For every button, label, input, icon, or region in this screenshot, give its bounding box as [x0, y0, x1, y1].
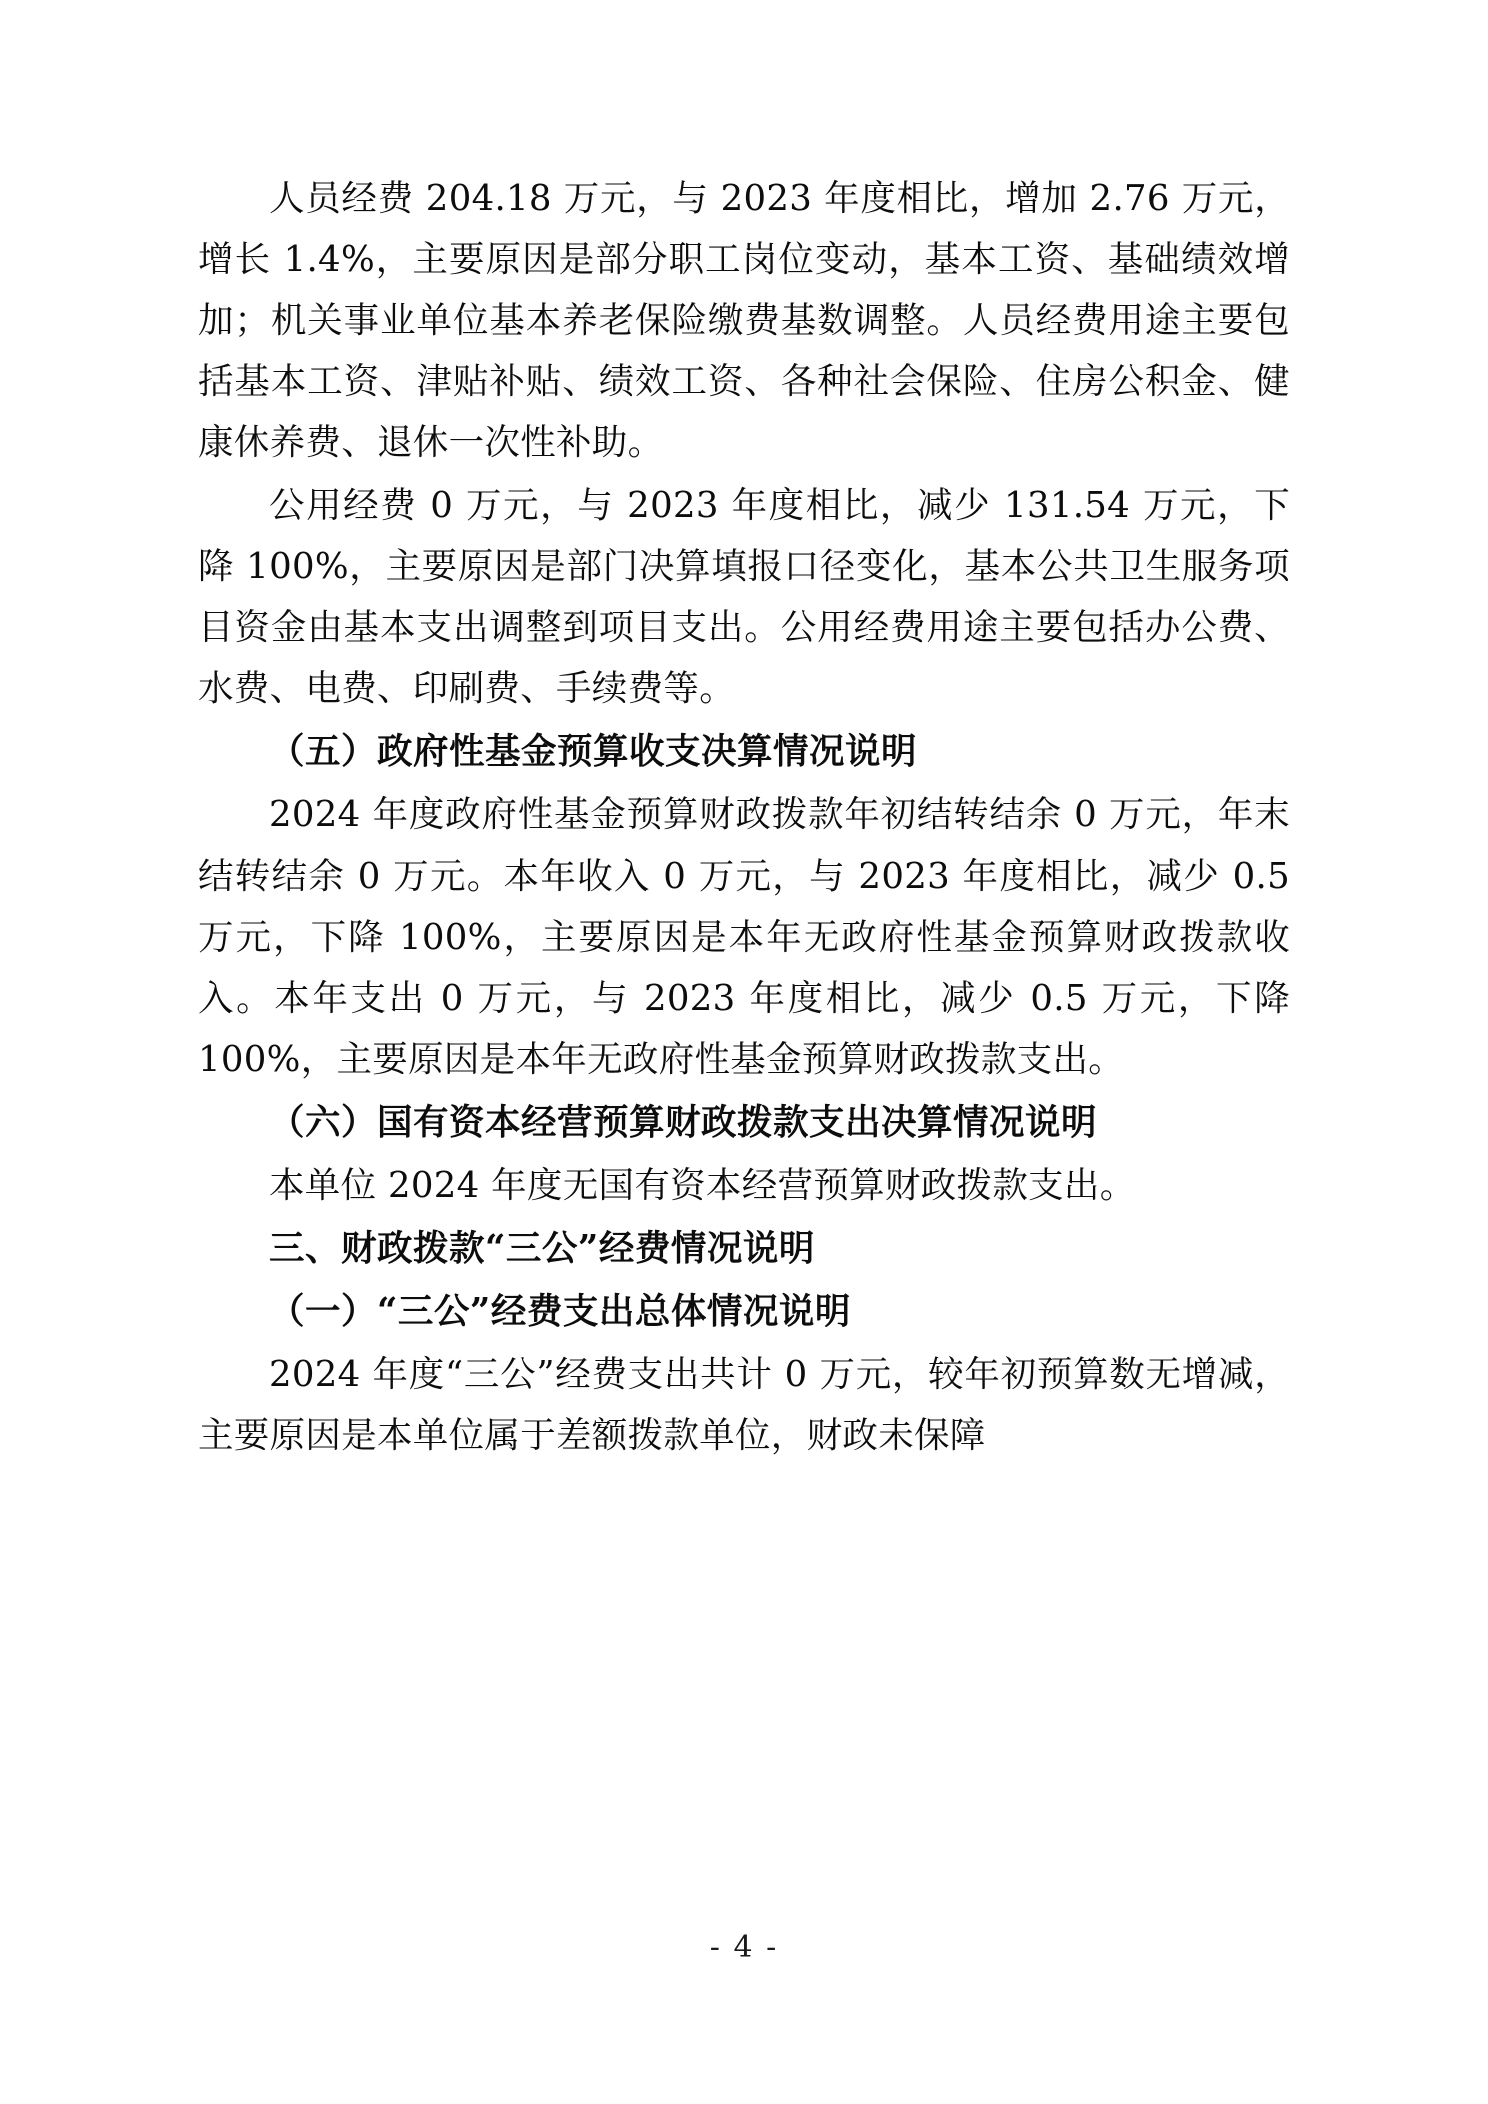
paragraph-public-expenses: 公用经费 0 万元，与 2023 年度相比，减少 131.54 万元，下降 100%，主要原因是部门决算填报口径变化，基本公共卫生服务项目资金由基本支出调整到项目支出。公用经费用途主要包括办公费、水费、电费、印刷费、手续费等。: [198, 485, 1290, 710]
paragraph-government-fund-budget: 2024 年度政府性基金预算财政拨款年初结转结余 0 万元，年末结转结余 0 万元。本年收入 0 万元，与 2023 年度相比，减少 0.5 万元，下降 100%，主要原因是本年无政府性基金预算财政拨款收入。本年支出 0 万元，与 2023 年度相比，减少 0.5 万元，下降 100%，主要原因是本年无政府性基金预算财政拨款支出。: [198, 794, 1290, 1080]
heading-state-capital-budget: （六）国有资本经营预算财政拨款支出决算情况说明: [269, 1101, 1098, 1143]
page-number: - 4 -: [709, 1930, 779, 1965]
paragraph-three-public-overall: 2024 年度“三公”经费支出共计 0 万元，较年初预算数无增减，主要原因是本单位属于差额拨款单位，财政未保障: [198, 1353, 1290, 1456]
heading-three-public-expenses: 三、财政拨款“三公”经费情况说明: [269, 1227, 815, 1269]
heading-three-public-overall: （一）“三公”经费支出总体情况说明: [269, 1290, 851, 1332]
document-body: [198, 168, 1290, 1468]
heading-government-fund-budget: （五）政府性基金预算收支决算情况说明: [269, 731, 918, 773]
paragraph-state-capital-budget: 本单位 2024 年度无国有资本经营预算财政拨款支出。: [269, 1164, 1136, 1206]
paragraph-personnel-expenses: 人员经费 204.18 万元，与 2023 年度相比，增加 2.76 万元，增长 1.4%，主要原因是部分职工岗位变动，基本工资、基础绩效增加；机关事业单位基本养老保险缴费基数调整。人员经费用途主要包括基本工资、津贴补贴、绩效工资、各种社会保险、住房公积金、健康休养费、退休一次性补助。: [198, 178, 1290, 464]
